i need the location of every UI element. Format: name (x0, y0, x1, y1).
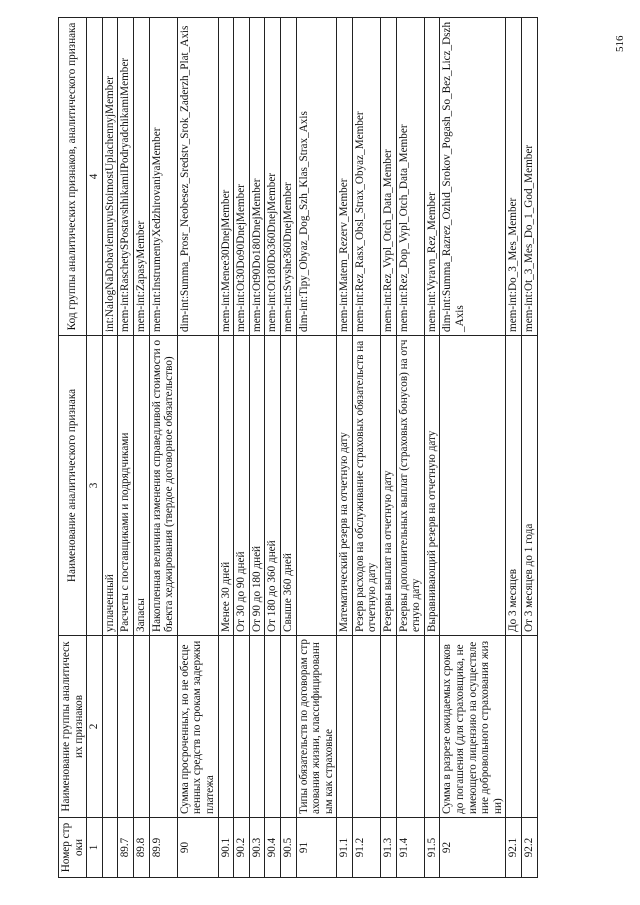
code-cell: mem-int:Rez_Rasx_Obsl_Strax_Obyaz_Member (352, 18, 380, 336)
code-cell: mem-int:Ot180Do360DnejMember (265, 18, 281, 336)
code-cell: dim-int:Tipy_Obyaz_Dog_Szh_Klas_Strax_Axis (296, 18, 337, 336)
page-number: 516 (614, 35, 626, 52)
attributes-table (58, 17, 538, 878)
attribute-name-cell: Запасы (133, 336, 149, 636)
attribute-name-cell: От 30 до 90 дней (234, 336, 250, 636)
row-number (102, 818, 118, 878)
group-name-cell (249, 636, 265, 818)
code-cell: mem-int:Vyravn_Rez_Member (424, 18, 440, 336)
code-cell: mem-int:Ot90Do180DnejMember (249, 18, 265, 336)
attribute-name-cell: Резерв расходов на обслуживание страховых обязательств на отчетную дату (352, 336, 380, 636)
table-row (218, 18, 234, 878)
row-number: 91.3 (381, 818, 397, 878)
table-row (149, 18, 177, 878)
table-row (102, 18, 118, 878)
row-number: 89.8 (133, 818, 149, 878)
row-number: 90.2 (234, 818, 250, 878)
group-name-cell (381, 636, 397, 818)
table-row (118, 18, 134, 878)
table-row (177, 18, 218, 878)
table-row (352, 18, 380, 878)
code-cell: mem-int:Ot30Do90DnejMember (234, 18, 250, 336)
attribute-name-cell: От 180 до 360 дней (265, 336, 281, 636)
group-name-cell: Сумма просроченных, но не обесцененных средств по срокам задержки платежа (177, 636, 218, 818)
attribute-name-cell: Свыше 360 дней (280, 336, 296, 636)
attribute-name-cell: Выравнивающий резерв на отчетную дату (424, 336, 440, 636)
table-row (522, 18, 538, 878)
code-cell: mem-int:Rez_Vypl_Otch_Data_Member (381, 18, 397, 336)
group-name-cell (506, 636, 522, 818)
table-row (234, 18, 250, 878)
code-cell: mem-int:Svyshe360DnejMember (280, 18, 296, 336)
header-group-name: Наименование группы аналитических признаков (59, 636, 87, 818)
group-name-cell: Сумма в разрезе ожидаемых сроков до погашения (для страховщика, не имеющего лицензию на осуществление добровольного страхования жизни) (440, 636, 506, 818)
row-number: 92 (440, 818, 506, 878)
group-name-cell (352, 636, 380, 818)
row-number: 90.3 (249, 818, 265, 878)
code-cell: mem-int:Rez_Dop_Vypl_Otch_Data_Member (396, 18, 424, 336)
group-name-cell (102, 636, 118, 818)
attribute-name-cell: Менее 30 дней (218, 336, 234, 636)
code-cell: mem-int:Ot_3_Mes_Do_1_God_Member (522, 18, 538, 336)
row-number: 91.2 (352, 818, 380, 878)
table-row (280, 18, 296, 878)
group-name-cell (522, 636, 538, 818)
table-header-numbers-row (87, 18, 103, 878)
row-number: 90.4 (265, 818, 281, 878)
attribute-name-cell: Математический резерв на отчетную дату (337, 336, 353, 636)
code-cell: mem-int:Do_3_Mes_Member (506, 18, 522, 336)
row-number: 91 (296, 818, 337, 878)
group-name-cell (265, 636, 281, 818)
attribute-name-cell: Накопленная величина изменения справедливой стоимости объекта хеджирования (твердое договорное обязательство) (149, 336, 177, 636)
table-row (506, 18, 522, 878)
code-cell: dim-int:Summa_Prosr_Neobesez_Sredstv_Srok_Zaderzh_Plat_Axis (177, 18, 218, 336)
row-number: 89.9 (149, 818, 177, 878)
header-num-4: 4 (87, 18, 103, 336)
group-name-cell (234, 636, 250, 818)
header-code: Код группы аналитических признаков, аналитического признака (59, 18, 87, 336)
code-cell: mem-int:Menee30DnejMember (218, 18, 234, 336)
code-cell: int:NalogNaDobavlennuyuStoimostUplachennyjMember (102, 18, 118, 336)
table-row (265, 18, 281, 878)
group-name-cell (337, 636, 353, 818)
group-name-cell (118, 636, 134, 818)
code-cell: mem-int:InstrumentyXedzhirovaniyaMember (149, 18, 177, 336)
attribute-name-cell: Резервы дополнительных выплат (страховых бонусов) на отчетную дату (396, 336, 424, 636)
row-number: 89.7 (118, 818, 134, 878)
table-row (396, 18, 424, 878)
attribute-name-cell: Резервы выплат на отчетную дату (381, 336, 397, 636)
header-num-2: 2 (87, 636, 103, 818)
row-number: 90 (177, 818, 218, 878)
table-header-row (59, 18, 87, 878)
table-row (381, 18, 397, 878)
attribute-name-cell (296, 336, 337, 636)
row-number: 90.5 (280, 818, 296, 878)
code-cell: mem-int:RaschetySPostavshhikamiIPodryadchikamiMember (118, 18, 134, 336)
group-name-cell (133, 636, 149, 818)
table-row (424, 18, 440, 878)
group-name-cell (396, 636, 424, 818)
group-name-cell: Типы обязательств по договорам страхования жизни, классифицированным как страховые (296, 636, 337, 818)
group-name-cell (149, 636, 177, 818)
header-row-number: Номер строки (59, 818, 87, 878)
rotated-page (58, 18, 606, 878)
row-number: 91.1 (337, 818, 353, 878)
row-number: 91.4 (396, 818, 424, 878)
header-num-3: 3 (87, 336, 103, 636)
table-row (249, 18, 265, 878)
attribute-name-cell: До 3 месяцев (506, 336, 522, 636)
row-number: 92.1 (506, 818, 522, 878)
attribute-name-cell: От 90 до 180 дней (249, 336, 265, 636)
table-row (337, 18, 353, 878)
row-number: 91.5 (424, 818, 440, 878)
attribute-name-cell (177, 336, 218, 636)
attribute-name-cell: уплаченный (102, 336, 118, 636)
row-number: 90.1 (218, 818, 234, 878)
table-row (133, 18, 149, 878)
row-number: 92.2 (522, 818, 538, 878)
header-attribute-name: Наименование аналитического признака (59, 336, 87, 636)
group-name-cell (424, 636, 440, 818)
group-name-cell (218, 636, 234, 818)
attribute-name-cell (440, 336, 506, 636)
group-name-cell (280, 636, 296, 818)
attribute-name-cell: От 3 месяцев до 1 года (522, 336, 538, 636)
header-num-1: 1 (87, 818, 103, 878)
attribute-name-cell: Расчеты с поставщиками и подрядчиками (118, 336, 134, 636)
code-cell: mem-int:ZapasyMember (133, 18, 149, 336)
table-row (440, 18, 506, 878)
code-cell: dim-int:Summa_Razrez_Ozhid_Srokov_Pogash_So_Bez_Licz_Dszh_Axis (440, 18, 506, 336)
code-cell: mem-int:Matem_Rezerv_Member (337, 18, 353, 336)
table-row (296, 18, 337, 878)
